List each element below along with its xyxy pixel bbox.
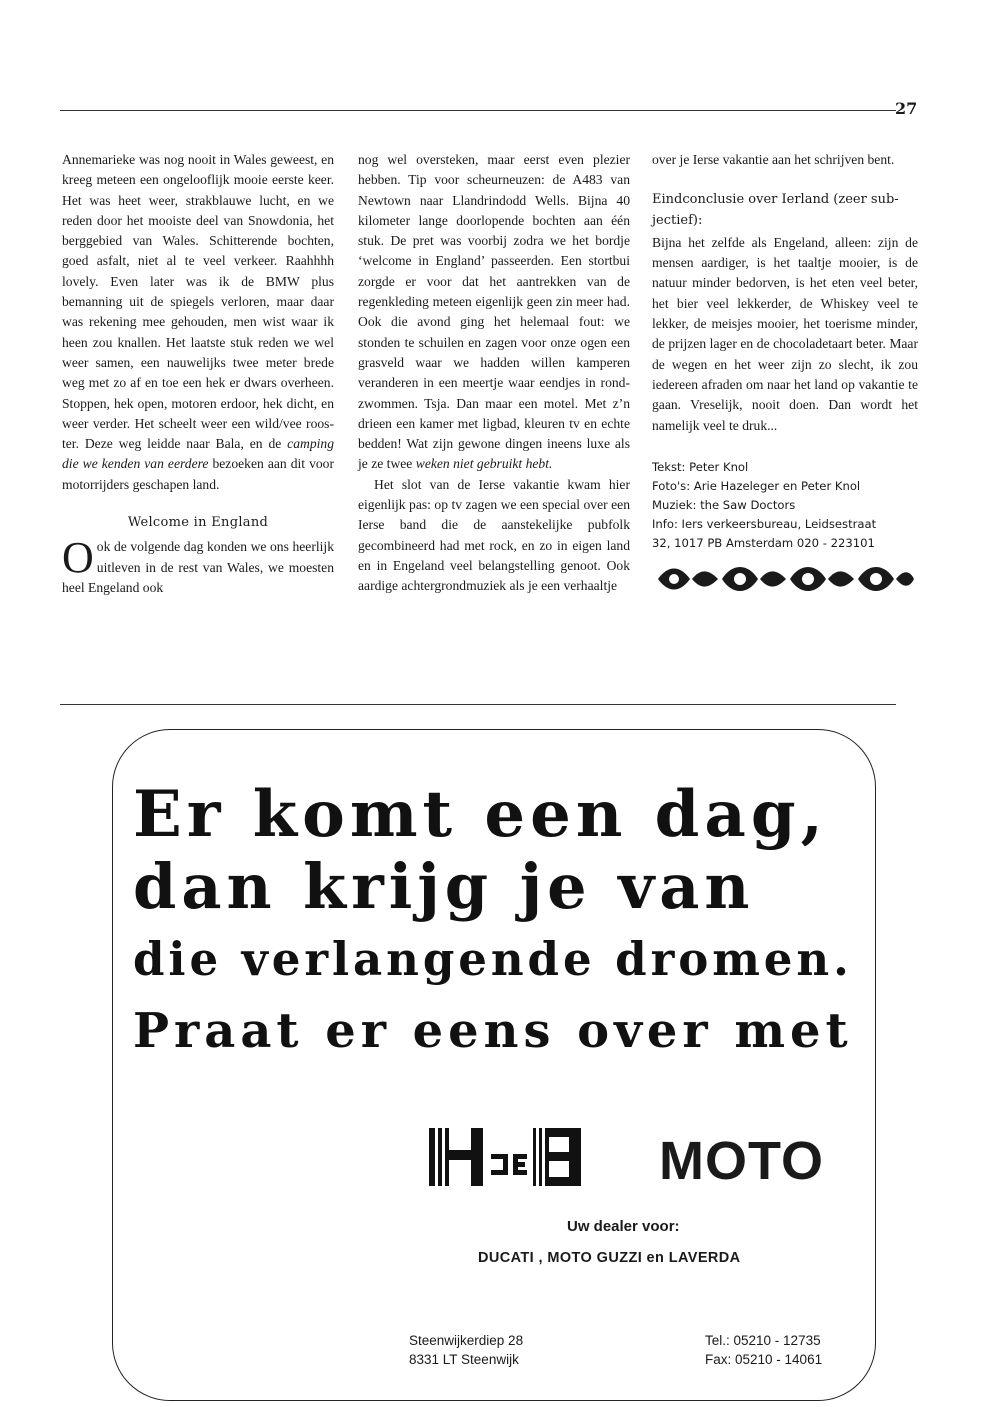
- dealer-advertisement: [112, 729, 876, 1401]
- article-paragraph: Bijna het zelfde als Engeland, alleen: zijn de mensen aardiger, is het taaltje mooier, is de natuur minder bedorven, is het eten veel beter, het bier veel lekkerder, de Whiskey veel te lekker, de meisjes mooier, het toerisme minder, de prijzen lager en de chocoladetaart beter. Maar de wegen en het weer zijn zo slecht, ik zou iedereen afraden om naar het land op vakantie te gaan. Vreselijk, nooit doen. Dan wordt het namelijk veel te druk...: [652, 234, 918, 433]
- article-paragraph: Het slot van de Ierse vakantie kwam hier eigenlijk pas: op tv zagen we een special over een Ierse band die de aanstekelijke pubfolk gecombineerd had met rock, en zo in eigen land en in Engeland veel belangstelling genoot. Ook aardige achtergrondmuziek als je een verhaaltje: [358, 476, 630, 594]
- article-paragraph: [62, 533, 334, 598]
- article-paragraph: [358, 150, 630, 475]
- section-heading-conclusion: Eindconclusie over Ierland (zeer subjectief):: [652, 192, 899, 228]
- paragraph-italic: weken niet gebruikt hebt.: [415, 456, 553, 472]
- address-line: 8331 LT Steenwijk: [409, 1352, 519, 1367]
- top-rule: [60, 110, 896, 111]
- ad-slogan-line-3: die verlangende dromen.: [133, 932, 853, 986]
- paragraph-text: ok de volgende dag konden we ons heerlijk uitleven in de rest van Wales, we moesten heel Engeland ook: [62, 539, 334, 595]
- article-column-1: [62, 150, 334, 598]
- drop-cap: O: [62, 533, 94, 583]
- ad-slogan-line-1: Er komt een dag,: [133, 777, 828, 852]
- credit-line: Tekst: Peter Knol: [652, 459, 749, 474]
- article-paragraph: over je Ierse vakantie aan het schrijven bent.: [652, 152, 895, 167]
- credit-line: Foto's: Arie Hazeleger en Peter Knol: [652, 478, 861, 493]
- paragraph-italic: camping die we kenden van eerdere: [62, 436, 334, 472]
- bottom-rule: [60, 704, 896, 705]
- paragraph-text: Annemarieke was nog nooit in Wales geweest, en kreeg meteen een ongelooflijk mooie eerste keer. Het was heet weer, strakblauwe lucht, en we reden door het mooiste deel van Snowdonia, het berggebied van Wales. Schitterende bochten, goed asfalt, niet al te veel verkeer. Raahhhh lovely. Even later was ik de BMW plus bemanning uit de spiegels verloren, maar daar was rekening mee gehouden, men wist waar ik heen zou knallen. Het laatste stuk reden we wel weer samen, een nauwelijks twee meter brede weg met zo af en toe een hek er dwars overheen. Stoppen, hek open, motoren erdoor, hek dicht, en weer verder. Het scheelt weer een wild/vee rooster. Deze weg leidde naar Bala, en de: [62, 152, 334, 452]
- dealer-address: [409, 1331, 523, 1369]
- section-heading-welcome: Welcome in England: [127, 515, 269, 531]
- hdeb-logo-icon: [429, 1126, 659, 1188]
- ad-slogan-line-4: Praat er eens over met: [133, 1003, 853, 1059]
- dealer-contact: [705, 1331, 822, 1369]
- credit-line: Muziek: the Saw Doctors: [652, 497, 796, 512]
- paragraph-text-end: bezoeken aan dit voor motorrijders geschapen land.: [62, 456, 334, 492]
- article-column-2: [358, 150, 630, 597]
- credit-line: Info: Iers verkeersbureau, Leidsestraat: [652, 516, 877, 531]
- ad-slogan-line-2: dan krijg je van: [133, 850, 755, 923]
- article-column-3: [652, 150, 918, 603]
- address-line: Steenwijkerdiep 28: [409, 1333, 524, 1348]
- floral-ornament-icon: [652, 561, 918, 597]
- fax-line: Fax: 05210 - 14061: [705, 1352, 823, 1367]
- brand-list: DUCATI , MOTO GUZZI en LAVERDA: [478, 1250, 741, 1266]
- article-paragraph: [62, 150, 334, 495]
- dealer-label: Uw dealer voor:: [567, 1218, 680, 1235]
- credit-line: 32, 1017 PB Amsterdam 020 - 223101: [652, 535, 875, 550]
- moto-brand-text: MOTO: [659, 1131, 824, 1191]
- paragraph-text: nog wel oversteken, maar eerst even plezier hebben. Tip voor scheurneuzen: de A483 van Newtown naar Llandrindodd Wells. Bijna 40 kilometer lange doorlopende bochten aan één stuk. De pret was voorbij zodra we het bordje ‘welcome in England’ passeerden. Een stortbui zorgde er voor dat het aantrekken van de regenkleding meteen eigenlijk geen zin meer had. Ook die avond ging het helemaal fout: we stonden te schuilen en zagen voor onze ogen een grasveld waar we hadden willen kamperen veranderen in een meertje waar eendjes in rondzwommen. Tsja. Dan maar een motel. Met z’n drieen een kamer met ligbad, kleuren tv en echte bedden! Wat zijn gewone dingen ineens luxe als je ze twee: [358, 152, 630, 472]
- phone-line: Tel.: 05210 - 12735: [705, 1333, 821, 1348]
- article-credits: [652, 458, 918, 553]
- page-number: 27: [895, 99, 918, 118]
